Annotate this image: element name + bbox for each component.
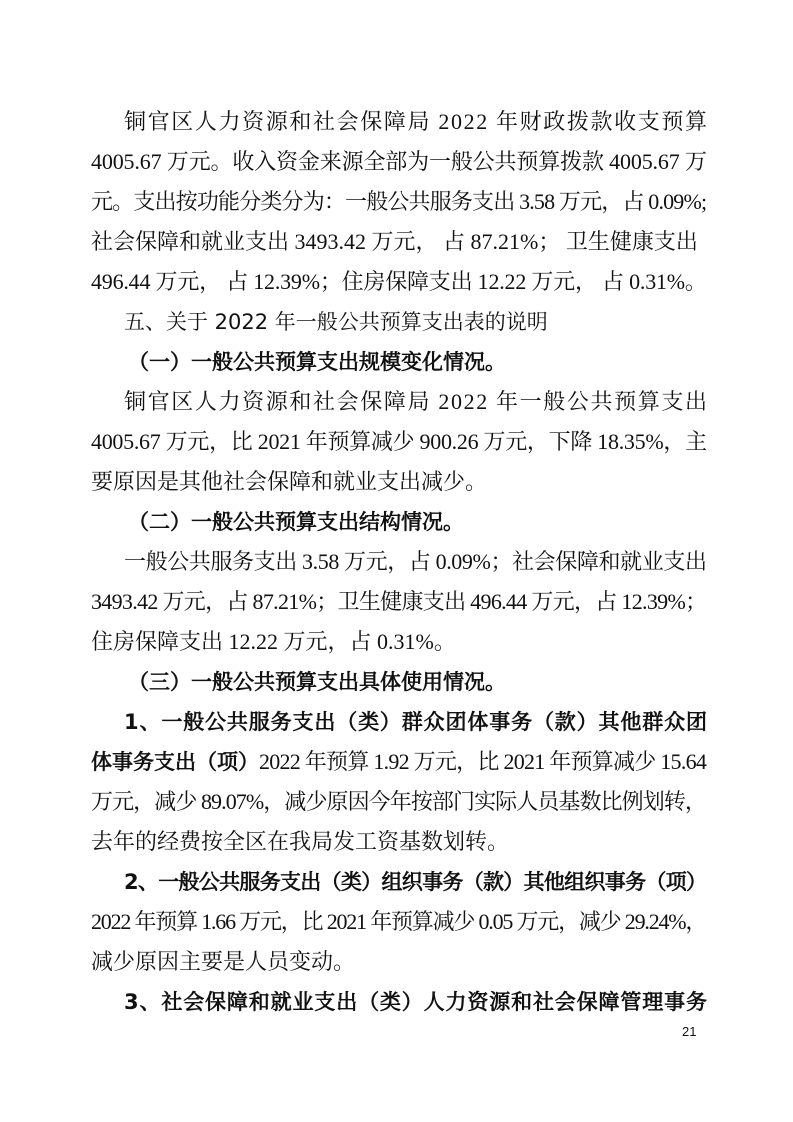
- paragraph-line: 3493.42 万元，占 87.21%；卫生健康支出 496.44 万元，占 12.39%；: [91, 589, 707, 614]
- section-heading: 五、关于 2022 年一般公共预算支出表的说明: [124, 310, 548, 334]
- paragraph-line: 住房保障支出 12.22 万元，占 0.31%。: [91, 629, 456, 654]
- paragraph-line: 元。支出按功能分类分为：一般公共服务支出 3.58 万元，占 0.09%;: [91, 189, 707, 214]
- item-heading: 3、社会保障和就业支出（类）人力资源和社会保障管理事务: [124, 990, 708, 1014]
- item-heading: 2、一般公共服务支出（类）组织事务（款）其他组织事务（项）: [124, 870, 707, 894]
- subsection-heading: （三）一般公共预算支出具体使用情况。: [128, 670, 506, 694]
- item-heading: 1、一般公共服务支出（类）群众团体事务（款）其他群众团: [124, 710, 708, 734]
- paragraph-line: 4005.67 万元，比 2021 年预算减少 900.26 万元，下降 18.35%，主: [91, 429, 707, 454]
- subsection-heading: （二）一般公共预算支出结构情况。: [128, 510, 464, 534]
- page-number: 21: [682, 1024, 697, 1039]
- paragraph-line: 4005.67 万元。收入资金来源全部为一般公共预算拨款 4005.67 万: [91, 149, 707, 174]
- paragraph-line: 铜官区人力资源和社会保障局 2022 年一般公共预算支出: [124, 389, 709, 414]
- paragraph-text: 2022 年预算 1.92 万元，比 2021 年预算减少 15.64: [259, 749, 707, 774]
- paragraph-line: 去年的经费按全区在我局发工资基数划转。: [91, 829, 510, 854]
- subsection-heading: （一）一般公共预算支出规模变化情况。: [128, 350, 506, 374]
- paragraph-line: 社会保障和就业支出 3493.42 万元， 占 87.21%； 卫生健康支出: [91, 229, 698, 254]
- paragraph-line: 2022 年预算 1.66 万元，比 2021 年预算减少 0.05 万元，减少 29.24%，: [91, 909, 707, 934]
- paragraph-line: 要原因是其他社会保障和就业支出减少。: [91, 469, 488, 494]
- paragraph-line: 减少原因主要是人员变动。: [91, 949, 356, 974]
- item-heading-continuation: 体事务支出（项）: [91, 750, 259, 774]
- paragraph-line: [91, 742, 707, 782]
- paragraph-line: 万元，减少 89.07%，减少原因今年按部门实际人员基数比例划转，: [91, 789, 706, 814]
- paragraph-line: 一般公共服务支出 3.58 万元，占 0.09%；社会保障和就业支出: [124, 549, 707, 574]
- paragraph-line: 496.44 万元， 占 12.39%；住房保障支出 12.22 万元， 占 0.31%。: [91, 269, 707, 294]
- paragraph-line: 铜官区人力资源和社会保障局 2022 年财政拨款收支预算: [124, 109, 709, 134]
